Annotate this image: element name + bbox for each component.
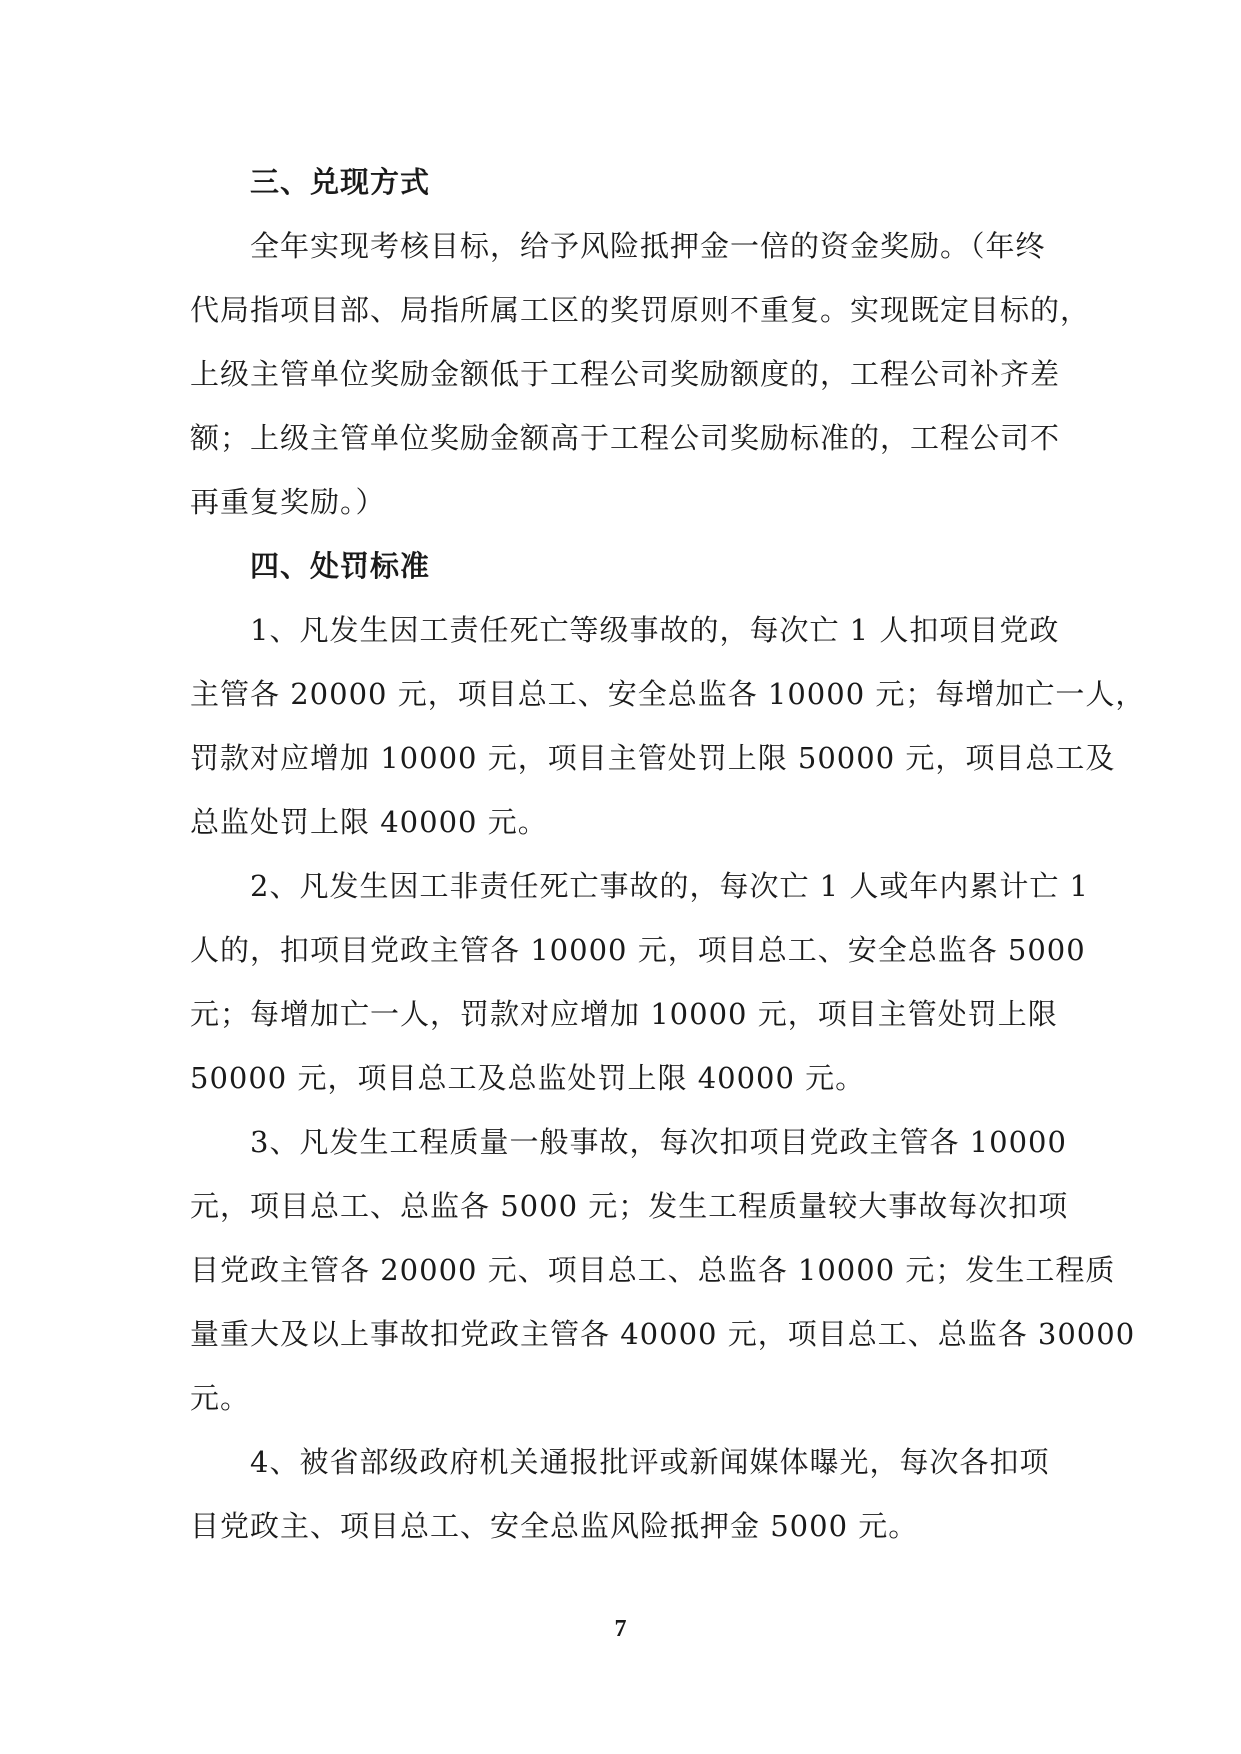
text-line: 再重复奖励。） [190,485,386,519]
page-number: 7 [614,1616,627,1642]
text-line: 量重大及以上事故扣党政主管各 40000 元，项目总工、总监各 30000 [190,1317,1136,1351]
text-line: 4、被省部级政府机关通报批评或新闻媒体曝光，每次各扣项 [250,1445,1050,1479]
penalty-item-3 [190,1110,1136,1430]
text-line: 代局指项目部、局指所属工区的奖罚原则不重复。实现既定目标的， [190,293,1091,327]
text-line: 总监处罚上限 40000 元。 [190,805,548,839]
text-line: 全年实现考核目标，给予风险抵押金一倍的资金奖励。（年终 [250,229,1046,263]
text-line: 额；上级主管单位奖励金额高于工程公司奖励标准的，工程公司不 [190,421,1061,455]
text-line: 3、凡发生工程质量一般事故，每次扣项目党政主管各 10000 [250,1125,1067,1159]
text-line: 1、凡发生因工责任死亡等级事故的，每次亡 1 人扣项目党政 [250,613,1060,647]
penalty-item-1 [190,598,1146,854]
text-line: 2、凡发生因工非责任死亡事故的，每次亡 1 人或年内累计亡 1 [250,869,1090,903]
text-line: 元，项目总工、总监各 5000 元；发生工程质量较大事故每次扣项 [190,1189,1069,1223]
section-heading-penalty: 四、处罚标准 [250,549,431,583]
text-line: 人的，扣项目党政主管各 10000 元，项目总工、安全总监各 5000 [190,933,1086,967]
text-line: 罚款对应增加 10000 元，项目主管处罚上限 50000 元，项目总工及 [190,741,1116,775]
text-line: 元。 [190,1381,251,1415]
text-line: 上级主管单位奖励金额低于工程公司奖励额度的，工程公司补齐差 [190,357,1061,391]
text-line: 主管各 20000 元，项目总工、安全总监各 10000 元；每增加亡一人， [190,677,1146,711]
penalty-item-2 [190,854,1090,1110]
paragraph-redemption [190,214,1091,534]
penalty-item-4 [190,1430,1052,1558]
text-line: 50000 元，项目总工及总监处罚上限 40000 元。 [190,1061,866,1095]
text-line: 元；每增加亡一人，罚款对应增加 10000 元，项目主管处罚上限 [190,997,1058,1031]
section-heading-redemption: 三、兑现方式 [250,165,431,199]
page-body [190,150,1146,1558]
text-line: 目党政主管各 20000 元、项目总工、总监各 10000 元；发生工程质 [190,1253,1116,1287]
text-line: 目党政主、项目总工、安全总监风险抵押金 5000 元。 [190,1509,919,1543]
